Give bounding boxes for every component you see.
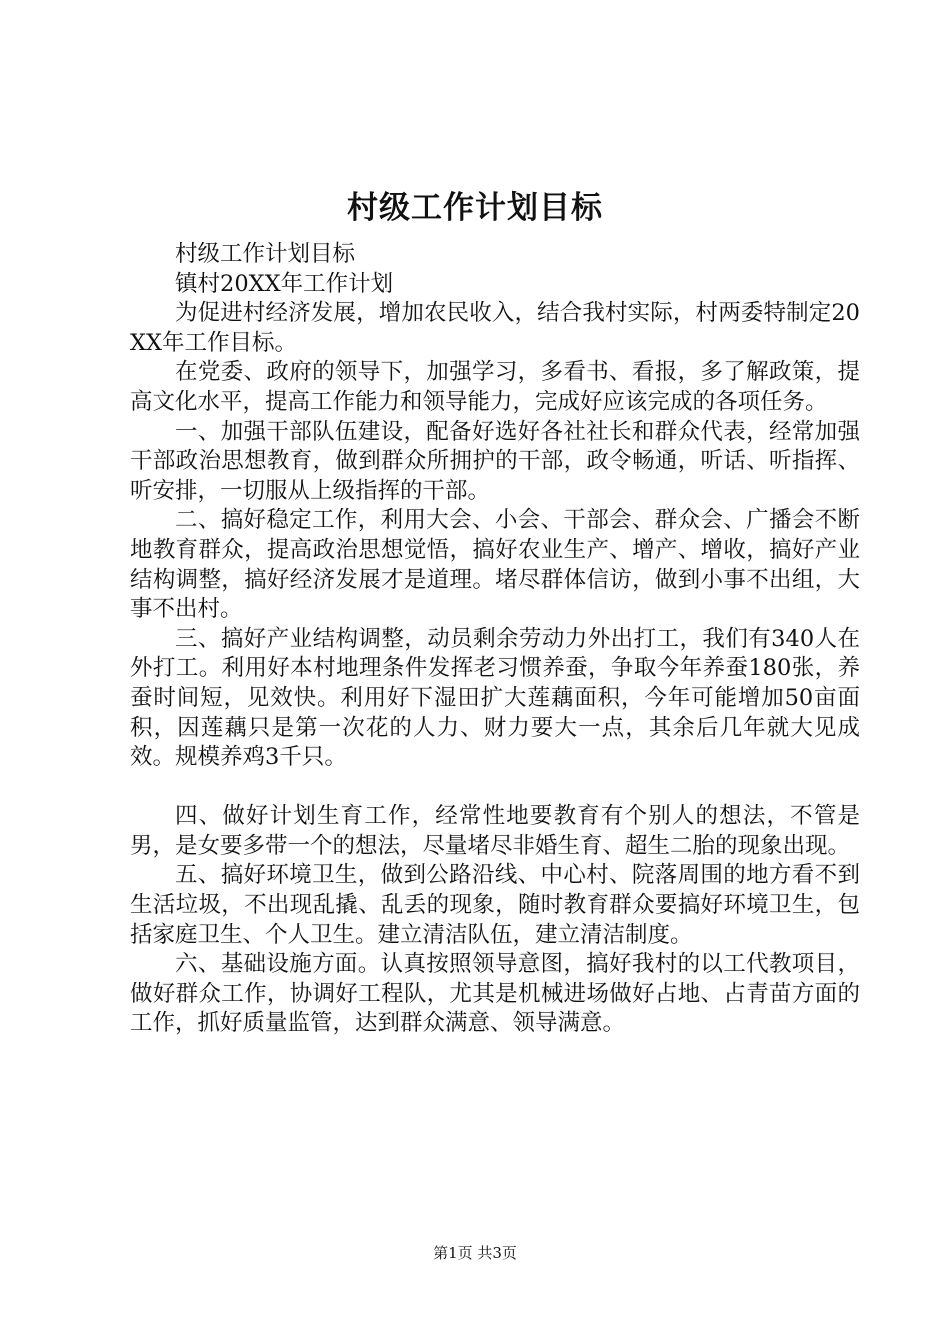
- paragraph-item-2: 二、搞好稳定工作，利用大会、小会、干部会、群众会、广播会不断地教育群众，提高政治思想觉悟，搞好农业生产、增产、增收，搞好产业结构调整，搞好经济发展才是道理。堵尽群体信访，做到小事不出组，大事不出村。: [130, 507, 860, 623]
- document-title: 村级工作计划目标: [347, 190, 603, 226]
- document-body: [130, 240, 860, 1039]
- paragraph-item-5: 五、搞好环境卫生，做到公路沿线、中心村、院落周围的地方看不到生活垃圾，不出现乱撬、乱丢的现象，随时教育群众要搞好环境卫生，包括家庭卫生、个人卫生。建立清洁队伍，建立清洁制度。: [130, 862, 860, 948]
- paragraph-item-4: 四、做好计划生育工作，经常性地要教育有个别人的想法，不管是男，是女要多带一个的想法，尽量堵尽非婚生育、超生二胎的现象出现。: [130, 803, 860, 859]
- paragraph-item-6: 六、基础设施方面。认真按照领导意图，搞好我村的以工代教项目，做好群众工作，协调好工程队，尤其是机械进场做好占地、占青苗方面的工作，抓好质量监管，达到群众满意、领导满意。: [130, 951, 860, 1037]
- page-number-footer: 第1页 共3页: [433, 1244, 517, 1262]
- paragraph-intro: 为促进村经济发展，增加农民收入，结合我村实际，村两委特制定20XX年工作目标。: [130, 300, 860, 356]
- paragraph-item-3: 三、搞好产业结构调整，动员剩余劳动力外出打工，我们有340人在外打工。利用好本村地理条件发挥老习惯养蚕，争取今年养蚕180张，养蚕时间短，见效快。利用好下湿田扩大莲藕面积，今年可能增加50亩面积，因莲藕只是第一次花的人力、财力要大一点，其余后几年就大见成效。规模养鸡3千只。: [130, 625, 860, 771]
- paragraph-subtitle: 村级工作计划目标: [175, 241, 356, 267]
- paragraph-leadership: 在党委、政府的领导下，加强学习，多看书、看报，多了解政策，提高文化水平，提高工作能力和领导能力，完成好应该完成的各项任务。: [130, 359, 860, 415]
- paragraph-plan-heading: 镇村20XX年工作计划: [175, 270, 394, 297]
- paragraph-item-1: 一、加强干部队伍建设，配备好选好各社社长和群众代表，经常加强干部政治思想教育，做到群众所拥护的干部，政令畅通，听话、听指挥、听安排，一切服从上级指挥的干部。: [130, 418, 860, 504]
